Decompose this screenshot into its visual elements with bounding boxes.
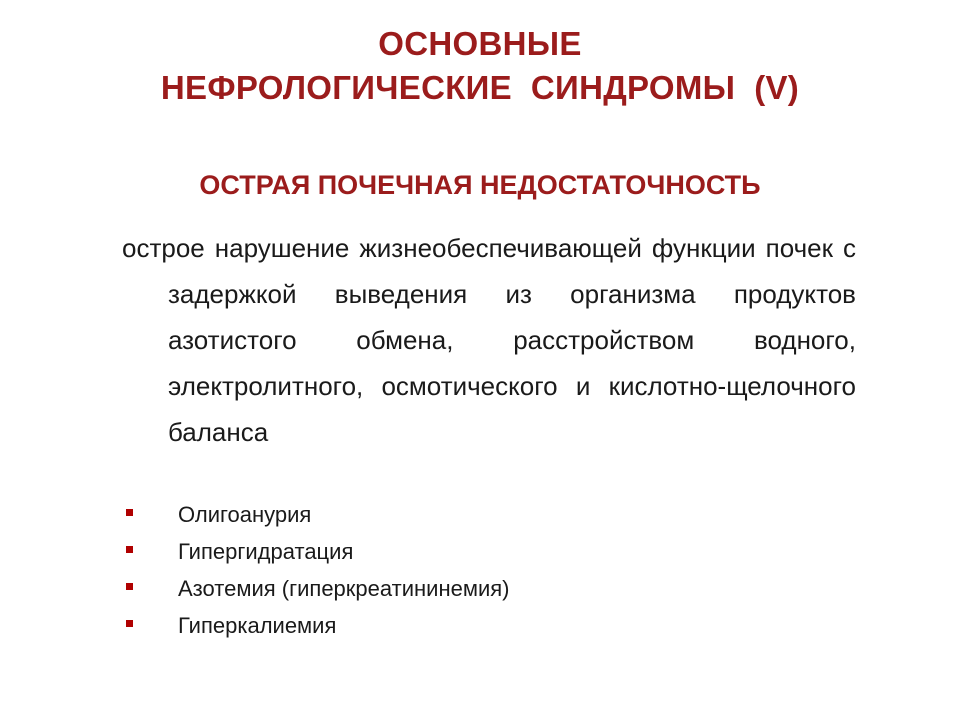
definition-text: острое нарушение жизнеобеспечивающей функции почек с задержкой выведения из организма продуктов азотистого обмена, расстройством водного, электролитного, осмотического и кислотно-щелочного баланса (122, 233, 856, 447)
slide-title (0, 22, 960, 110)
bullet-item-oliguria (122, 496, 509, 533)
bullet-label: Гипергидратация (178, 539, 354, 564)
bullet-label: Олигоанурия (178, 502, 312, 527)
title-line-2: НЕФРОЛОГИЧЕСКИЕ СИНДРОМЫ (V) (160, 69, 800, 106)
title-line-1: ОСНОВНЫЕ (378, 25, 582, 62)
bullet-list (122, 496, 509, 644)
slide-subtitle: ОСТРАЯ ПОЧЕЧНАЯ НЕДОСТАТОЧНОСТЬ (199, 170, 761, 200)
bullet-item-hyperkalemia (122, 607, 509, 644)
square-bullet-icon (126, 620, 133, 627)
square-bullet-icon (126, 509, 133, 516)
bullet-item-hyperhydration (122, 533, 509, 570)
square-bullet-icon (126, 546, 133, 553)
bullet-item-azotemia (122, 570, 509, 607)
bullet-label: Азотемия (гиперкреатининемия) (178, 576, 510, 601)
square-bullet-icon (126, 583, 133, 590)
bullet-label: Гиперкалиемия (178, 613, 337, 638)
